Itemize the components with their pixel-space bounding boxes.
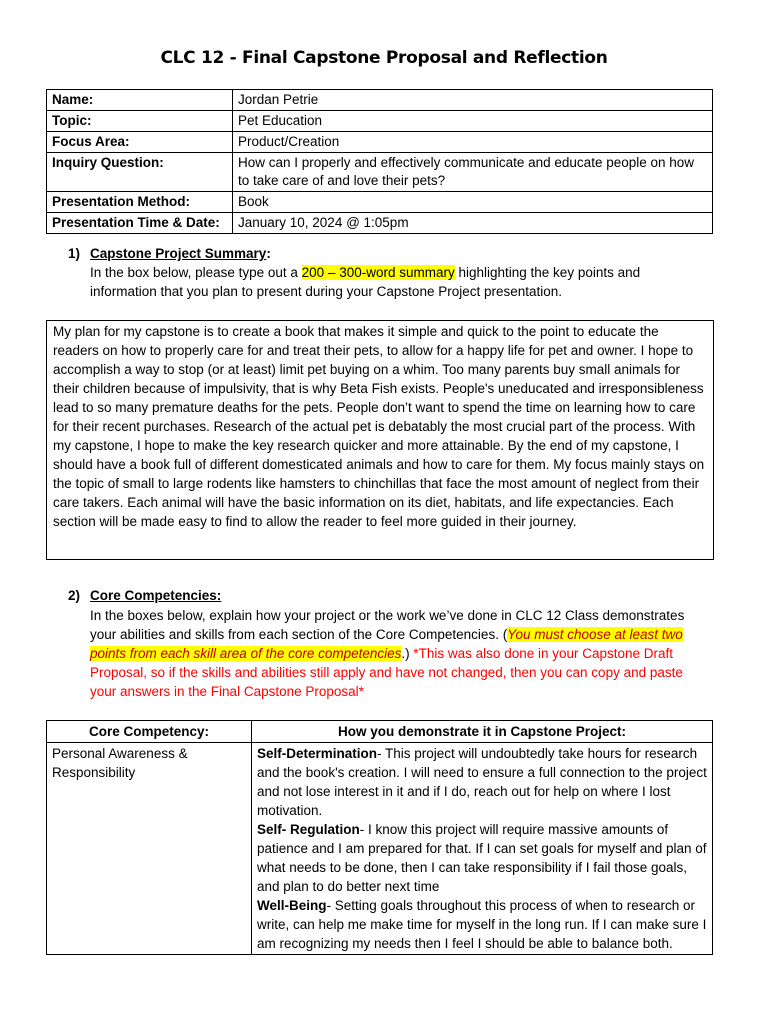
presentation-method-label: Presentation Method: (47, 192, 233, 213)
section2-title: Core Competencies: (90, 588, 222, 603)
word-count-highlight: 200 – 300-word summary (301, 265, 455, 280)
self-regulation-text: - I know this project will require massive amounts of patience and I am prepared for that. If I can set goals for myself and plan of what needs to be done, then I can take responsibility if I fail those goals, and plan to do better next time (257, 822, 707, 894)
section1-heading (68, 245, 271, 263)
section1-intro-text: In the box below, please type out a (90, 265, 302, 280)
draft-proposal-note: *This was also done in your Capstone Draft Proposal, so if the skills and abilities still apply and have not changed, then you can copy and paste your answers in the Final Capstone Proposal* (90, 646, 683, 699)
well-being-text: - Setting goals throughout this process of when to research or write, can help me make time for myself in the long run. If I can make sure I am recognizing my needs then I feel I should be able to balance both. (257, 898, 707, 951)
presentation-time-value: January 10, 2024 @ 1:05pm (233, 213, 713, 234)
section2-instructions (90, 606, 710, 701)
self-determination-label: Self-Determination (257, 746, 378, 761)
competency-demonstration (252, 743, 713, 955)
name-value: Jordan Petrie (233, 90, 713, 111)
focus-area-label: Focus Area: (47, 132, 233, 153)
self-regulation-label: Self- Regulation (257, 822, 360, 837)
section2-number: 2) (68, 588, 81, 603)
info-row-time (47, 213, 713, 234)
section1-number: 1) (68, 246, 81, 261)
info-row-name (47, 90, 713, 111)
core-competency-header: Core Competency: (47, 721, 252, 743)
info-row-inquiry (47, 153, 713, 192)
core-table-row (47, 743, 713, 955)
core-competency-table (46, 720, 713, 955)
info-row-method (47, 192, 713, 213)
section2-intro-text: In the boxes below, explain how your project or the work we’ve done in CLC 12 Class demonstrates your abilities and skills from each section of the Core Competencies. ( (90, 608, 685, 642)
self-determination-text: - This project will undoubtedly take hours for research and the book's creation. I will need to ensure a full connection to the project and not lose interest in it and if I do, reach out for help on where I lost motivation. (257, 746, 707, 818)
topic-value: Pet Education (233, 111, 713, 132)
summary-box: My plan for my capstone is to create a book that makes it simple and quick to the point to educate the readers on how to properly care for and treat their pets, to allow for a happy life for pet and owner. I hope to accomplish a way to stop (or at least) limit pet buying on a whim. Too many parents buy small animals for their children because of impulsivity, that is why Beta Fish exists. People's uneducated and irresponsibleness lead to so many premature deaths for the pets. People don’t want to spend the time on learning how to care for their recent purchases. Research of the actual pet is debatably the most crucial part of the process. With my capstone, I hope to make the key research quicker and more attainable. By the end of my capstone, I should have a book full of different domesticated animals and how to care for them. My focus mainly stays on the topic of small to large rodents like hamsters to chinchillas that face the most amount of neglect from their care takers. Each animal will have the basic information on its diet, habitats, and life expectancies. Each section will be made easy to find to allow the reader to feel more guided in their journey. (46, 320, 714, 560)
inquiry-question-value: How can I properly and effectively communicate and educate people on how to take care of and love their pets? (233, 153, 713, 192)
section2-heading (68, 587, 221, 605)
well-being-label: Well-Being (257, 898, 327, 913)
competency-personal-awareness: Personal Awareness & Responsibility (47, 743, 252, 955)
inquiry-question-label: Inquiry Question: (47, 153, 233, 192)
section2-intro-close: .) (401, 646, 414, 661)
section1-intro-rest: highlighting the key points and information that you plan to present during your Capstone Project presentation. (90, 265, 641, 299)
presentation-method-value: Book (233, 192, 713, 213)
section1-title: Capstone Project Summary (90, 246, 267, 261)
section1-colon: : (266, 246, 271, 261)
presentation-time-label: Presentation Time & Date: (47, 213, 233, 234)
info-row-topic (47, 111, 713, 132)
page-title: CLC 12 - Final Capstone Proposal and Reflection (160, 48, 608, 68)
info-row-focus (47, 132, 713, 153)
focus-area-value: Product/Creation (233, 132, 713, 153)
info-table (46, 89, 713, 234)
section1-instructions (90, 263, 710, 301)
requirement-highlight: You must choose at least two points from each skill area of the core competencies (90, 627, 683, 661)
demonstration-header: How you demonstrate it in Capstone Project: (252, 721, 713, 743)
topic-label: Topic: (47, 111, 233, 132)
core-table-header-row (47, 721, 713, 743)
name-label: Name: (47, 90, 233, 111)
